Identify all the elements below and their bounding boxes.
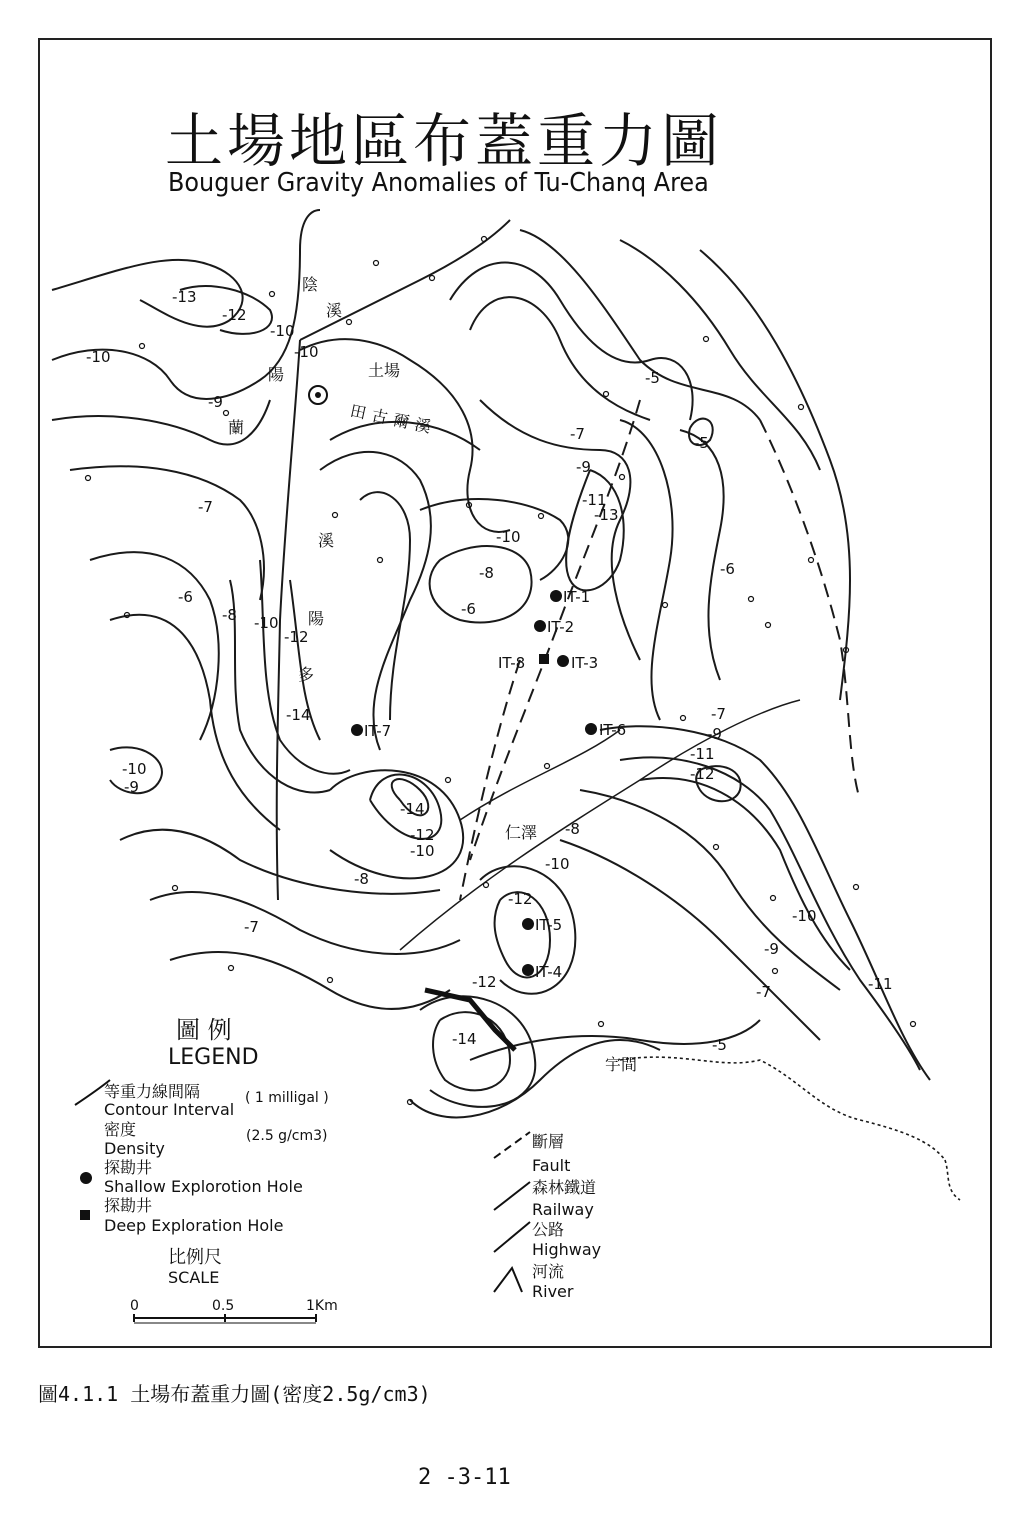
contour-label: -9: [707, 725, 722, 743]
contour-label: -8: [354, 870, 369, 888]
well-marker: [557, 655, 569, 667]
contour-label: -10: [270, 322, 295, 340]
legend-railway-symbol: [494, 1182, 530, 1210]
legend-deep-en: Deep Exploration Hole: [104, 1216, 284, 1235]
contour-label: -14: [286, 706, 311, 724]
contour-label: -11: [582, 491, 607, 509]
well-label: IT-7: [364, 722, 392, 740]
well-label: IT-6: [599, 721, 627, 739]
well-marker: [522, 964, 534, 976]
legend-contour-value: ( 1 milligal ): [245, 1090, 329, 1106]
contour-line: [520, 230, 760, 420]
contour-line: [90, 552, 219, 740]
legend-fault-en: Fault: [532, 1156, 571, 1175]
contour-line: [70, 466, 264, 600]
contour-label: -12: [690, 765, 715, 783]
legend-railway-en: Railway: [532, 1200, 594, 1219]
legend-density-value: (2.5 g/cm3): [246, 1128, 328, 1144]
contour-label: -12: [472, 973, 497, 991]
contour-line: [330, 770, 463, 878]
contour-label: -10: [122, 760, 147, 778]
contour-line: [420, 499, 568, 580]
contour-label: -9: [124, 778, 139, 796]
contour-label: -10: [410, 842, 435, 860]
legend-fault-zh: 斷層: [532, 1132, 565, 1151]
contour-label: -11: [690, 745, 715, 763]
legend-railway-zh: 森林鐵道: [532, 1178, 597, 1197]
railway-line: [300, 220, 510, 340]
contour-line: [450, 263, 693, 421]
contour-label: -5: [712, 1036, 727, 1054]
legend-shallow-symbol: [80, 1172, 92, 1184]
contour-label: -10: [294, 343, 319, 361]
contour-label: -7: [198, 498, 213, 516]
river-label-char: 陽: [268, 365, 285, 384]
legend-river-en: River: [532, 1282, 574, 1301]
well-label: IT-1: [563, 588, 591, 606]
contour-label: -8: [565, 820, 580, 838]
contour-line: [300, 339, 510, 532]
contour-line: [430, 546, 532, 622]
contour-line: [433, 1012, 510, 1090]
well-label: IT-3: [571, 654, 599, 672]
contour-label: -12: [410, 826, 435, 844]
river-label-char: 溪: [318, 531, 335, 550]
contour-label: -9: [764, 940, 779, 958]
contour-label: -5: [694, 434, 709, 452]
place-label-renze: 仁澤: [505, 823, 538, 842]
well-label: IT-8: [498, 654, 526, 672]
highway-line: [460, 730, 620, 820]
contour-label: -13: [172, 288, 197, 306]
contour-line: [360, 492, 410, 720]
contour-line: [470, 297, 650, 420]
legend-highway-en: Highway: [532, 1240, 602, 1259]
well-marker: [585, 723, 597, 735]
river-label-char: 多: [298, 665, 315, 684]
contour-label: -14: [452, 1030, 477, 1048]
well-label: IT-4: [535, 963, 563, 981]
contour-line: [620, 240, 820, 470]
legend-fault-symbol: [494, 1132, 530, 1158]
river-line: [620, 1057, 945, 1160]
contour-label: -12: [508, 890, 533, 908]
contour-label: -9: [576, 458, 591, 476]
river-label-char: 陰: [302, 275, 319, 294]
well-marker: [550, 590, 562, 602]
contour-label: -10: [254, 614, 279, 632]
river-label-tiangu: 田古爾溪: [348, 400, 439, 438]
contour-label: -9: [208, 393, 223, 411]
contour-line: [680, 430, 724, 680]
contour-label: -8: [479, 564, 494, 582]
contour-line: [620, 757, 920, 1070]
contour-label: -7: [756, 983, 771, 1001]
well-label: IT-2: [547, 618, 575, 636]
contour-label: -8: [222, 606, 237, 624]
map-title-chinese: 土場地區布蓋重力圖: [165, 107, 724, 175]
legend-heading-zh: 圖 例: [176, 1016, 232, 1044]
contour-line: [560, 840, 820, 1040]
legend-contour-zh: 等重力線間隔: [104, 1082, 201, 1101]
river-label-char: 溪: [326, 301, 343, 320]
legend-highway-symbol: [494, 1222, 530, 1252]
contour-line: [580, 790, 840, 990]
river-line: [945, 1160, 960, 1200]
river-label-char: 蘭: [228, 418, 245, 437]
well-marker: [539, 654, 549, 664]
contour-line: [52, 260, 243, 327]
contour-line: [170, 952, 450, 1009]
place-label-tuchang: 土場: [368, 361, 401, 380]
contour-label: -7: [711, 705, 726, 723]
legend-river-zh: 河流: [532, 1262, 565, 1281]
contour-label: -14: [400, 800, 425, 818]
legend-heading-en: LEGEND: [168, 1045, 259, 1070]
contour-label: -10: [86, 348, 111, 366]
well-marker: [534, 620, 546, 632]
legend-scale-zh: 比例尺: [168, 1247, 222, 1268]
contour-label: -12: [222, 306, 247, 324]
map-title-english: Bouguer Gravity Anomalies of Tu-Chanq Area: [168, 168, 709, 198]
scale-tick-label: 1Km: [306, 1298, 338, 1314]
legend-contour-en: Contour Interval: [104, 1100, 235, 1119]
well-label: IT-5: [535, 916, 563, 934]
well-marker: [522, 918, 534, 930]
legend-density-zh: 密度: [104, 1120, 137, 1139]
contour-line: [110, 615, 280, 830]
contour-line: [320, 452, 431, 750]
contour-line: [640, 778, 850, 970]
contour-line: [120, 830, 440, 894]
scale-tick-label: 0.5: [212, 1298, 235, 1314]
scale-tick-label: 0: [130, 1298, 139, 1314]
figure-caption: 圖4.1.1 土場布蓋重力圖(密度2.5g/cm3): [38, 1382, 431, 1406]
legend-scale-en: SCALE: [168, 1268, 220, 1287]
contour-label: -10: [496, 528, 521, 546]
contour-label: -7: [244, 918, 259, 936]
contour-label: -12: [284, 628, 309, 646]
contour-line: [150, 892, 460, 954]
legend-river-symbol: [494, 1268, 522, 1292]
river-label-char: 陽: [308, 609, 325, 628]
contour-label: -10: [792, 907, 817, 925]
contour-label: -5: [645, 369, 660, 387]
place-label-yuanyang: 宇間: [605, 1055, 638, 1074]
contour-label: -7: [570, 425, 585, 443]
contour-label: -6: [178, 588, 193, 606]
contour-label: -13: [594, 506, 619, 524]
railway-line: [277, 340, 300, 900]
contour-label: -10: [545, 855, 570, 873]
legend-deep-zh: 探勘井: [104, 1196, 153, 1215]
legend-highway-zh: 公路: [532, 1220, 565, 1239]
contour-label: -6: [461, 600, 476, 618]
contour-label: -6: [720, 560, 735, 578]
contour-label: -11: [868, 975, 893, 993]
legend-shallow-zh: 探勘井: [104, 1158, 153, 1177]
fault-line: [760, 420, 860, 800]
legend-density-en: Density: [104, 1139, 165, 1158]
legend-deep-symbol: [80, 1210, 90, 1220]
page-number: 2 -3-11: [418, 1465, 511, 1490]
legend-shallow-en: Shallow Explorotion Hole: [104, 1177, 303, 1196]
well-marker: [351, 724, 363, 736]
